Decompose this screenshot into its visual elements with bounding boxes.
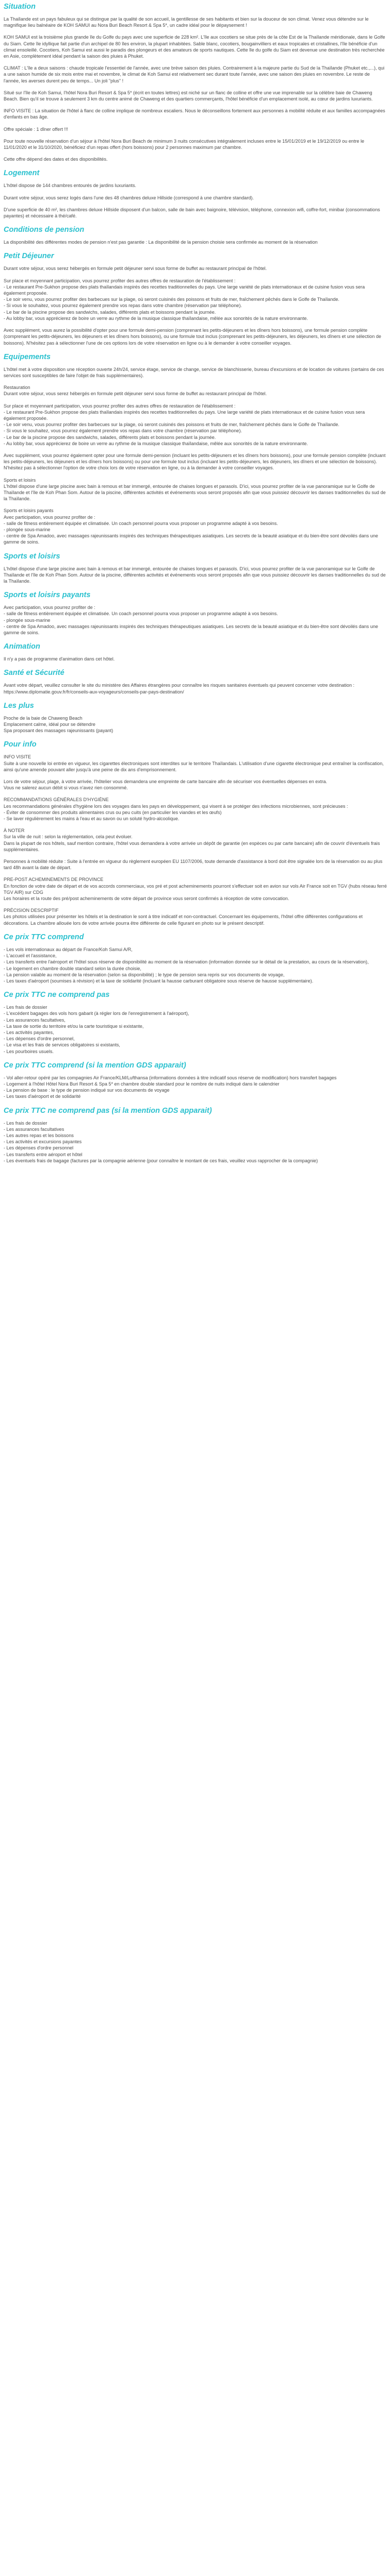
section [4, 668, 387, 694]
section-title: Logement [4, 169, 40, 178]
section [4, 740, 387, 926]
section-paragraph: La Thaïlande est un pays fabuleux qui se distingue par la qualité de son accueil, la gentillesse de ses habitants et bien sur la douceur de son climat. Venez vous détendre sur le magnifique lieu balnéaire de KOH SAMUI au Nora Buri Beach Resort & Spa 5*, un cadre idéal pour le dépaysement ! [4, 16, 369, 28]
section-paragraph: La disponibilité des différentes modes de pension n'est pas garantie : La disponibilité de la pension choisie sera confirmée au moment de la réservation [4, 240, 318, 245]
section-title: Situation [4, 3, 36, 11]
section-paragraph: Sur place et moyennant participation, vous pourrez profiter des autres offres de restauration de l'établissement : - Le restaurant Pre-Sukhon propose des plats thaïlandais inspirés des recettes traditionnelles du pays. Une large variété de plats internationaux et de cuisine fusion vous sera également proposée. - Le soir venu, vous pourrez profiter des barbecues sur la plage, où seront cuisinés des poissons et fruits de mer, fraîchement pêchés dans le Golfe de Thaïlande. - Si vous le souhaitez, vous pourrez également prendre vos repas dans votre chambre (réservation par téléphone). - Le bar de la piscine propose des sandwichs, salades, différents plats et boissons pendant la journée. - Au lobby bar, vous apprécierez de boire un verre au rythme de la musique classique thaïlandaise, mêlée aux sonorités de la nature environnante. [4, 403, 365, 446]
section-title: Sports et loisirs [4, 552, 60, 561]
section [4, 933, 387, 984]
section-paragraph: Sports et loisirs L'hôtel dispose d'une large piscine avec bain à remous et bar immergé, entourée de chaises longues et parasols. D'ici, vous pourrez profiter de la vue panoramique sur le Golfe de Thaïlande et l'île de Koh Phan Som. Autour de la piscine, différentes activités et événements vous seront proposés afin que vous puissiez découvrir les danses traditionnelles du sud de la Thaïlande. [4, 477, 386, 502]
section-title: Santé et Sécurité [4, 669, 64, 677]
section-paragraph: Personnes à mobilité réduite : Suite à l'entrée en vigueur du règlement européen EU 1107/2006, toute demande d'assistance à bord doit être signalée lors de la réservation ou au plus tard 48h avant la date de départ. [4, 859, 383, 871]
section [4, 2, 387, 162]
section-paragraph: Proche de la baie de Chaweng Beach Emplacement calme, idéal pour se détendre Spa proposant des massages rajeunissants (payant) [4, 715, 113, 734]
section-paragraph: - Vol aller-retour opéré par les compagnies Air France/KLM/Lufthansa (informations données à titre indicatif sous réserve de modification) hors transfert bagages - Logement à l'hôtel Hôtel Nora Buri Resort & Spa 5* en chambre double standard pour le nombre de nuits indiqué dans le calendrier - La pension de base : le type de pension indiqué sur vos documents de voyage - Les taxes d'aéroport et de solidarité [4, 1075, 337, 1099]
section-paragraph: - Les vols internationaux au départ de France/Koh Samui A/R, - L'accueil et l'assistance, - Les transferts entre l'aéroport et l'hôtel sous réserve de disponibilité au moment de la réservation (information donnée sur le détail de la prestation, au cours de la réservation), - Le logement en chambre double standard selon la durée choisie, - La pension valable au moment de la réservation (selon sa disponibilité) ; le type de pension sera repris sur vos documents de voyage, - Les taxes d'aéroport (soumises à révision) et la taxe de solidarité (incluant la hausse carburant obligatoire sous réserve de hausse supplémentaire). [4, 946, 369, 984]
section [4, 642, 387, 662]
section-paragraph: À NOTER Sur la ville de nuit : selon la réglementation, cela peut évoluer. Dans la plupart de nos hôtels, sauf mention contraire, l'hôtel vous demandera à votre arrivée un dépôt de garantie (en espèces ou par carte bancaire) afin de couvrir d'éventuels frais supplémentaires. [4, 828, 380, 852]
section-paragraph: CLIMAT : L'île a deux saisons : chaude tropicale l'essentiel de l'année, avec une brève saison des pluies. Contrairement à la majeure partie du Sud de la Thaïlande (Phuket etc.,...), qui a une saison humide de six mois entre mai et novembre, le climat de Koh Samui est relativement sec durant toute l'année, avec une saison des pluies en novembre. Le reste de l'année, les averses durent peu de temps... Un joli "plus" ! [4, 65, 385, 83]
section-title: Animation [4, 642, 40, 651]
section-paragraph: Durant votre séjour, vous serez hébergés en formule petit déjeuner servi sous forme de buffet au restaurant principal de l'hôtel. [4, 266, 267, 272]
section-paragraph: Avec supplément, vous pourrez également opter pour une formule demi-pension (incluant les petits-déjeuners et les dîners hors boissons), pour une formule pension complète (incluant les petits-déjeuners, les déjeuners et les dîners hors boissons) ou pour une formule tout inclus (incluant les petits-déjeuners, les déjeuners, les dîners et une sélection de boissons). N'hésitez pas à sélectionner l'option de votre choix lors de votre réservation en ligne, ou à la demander à votre conseiller voyages. [4, 452, 386, 471]
section [4, 1106, 387, 1164]
section [4, 552, 387, 585]
section-paragraph: Sports et loisirs payants Avec participation, vous pourrez profiter de : - salle de fitness entièrement équipée et climatisée. Un coach personnel pourra vous proposer un programme adapté à vos besoins. - plongée sous-marine - centre de Spa Amadoo, avec massages rajeunissants inspirés des techniques thérapeutiques asiatiques. Les secrets de la beauté asiatique et du bien-être sont dévoilés dans une gamme de soins. [4, 508, 378, 545]
section-paragraph: Sur place et moyennant participation, vous pourrez profiter des autres offres de restauration de l'établissement : - Le restaurant Pre-Sukhon propose des plats thaïlandais inspirés des recettes traditionnelles du pays. Une large variété de plats internationaux et de cuisine fusion vous sera également proposée. - Le soir venu, vous pourrez profiter des barbecues sur la plage, où seront cuisinés des poissons et fruits de mer, fraîchement pêchés dans le Golfe de Thaïlande. - Si vous le souhaitez, vous pourrez également prendre vos repas dans votre chambre (réservation par téléphone). - Le bar de la piscine propose des sandwichs, salades, différents plats et boissons pendant la journée. - Au lobby bar, vous apprécierez de boire un verre au rythme de la musique classique thaïlandaise, mêlée aux sonorités de la nature environnante. [4, 278, 365, 321]
section-paragraph: Avec participation, vous pourrez profiter de : - salle de fitness entièrement équipée et climatisée. Un coach personnel pourra vous proposer un programme adapté à vos besoins. - plongée sous-marine - centre de Spa Amadoo, avec massages rajeunissants inspirés des techniques thérapeutiques asiatiques. Les secrets de la beauté asiatique et du bien-être sont dévoilés dans une gamme de soins. [4, 605, 378, 635]
section-paragraph: Offre spéciale : 1 dîner offert !!! [4, 126, 69, 132]
section-title: Petit Déjeuner [4, 252, 54, 261]
section [4, 168, 387, 219]
section-paragraph: L'hôtel dispose de 144 chambres entourés de jardins luxuriants. [4, 183, 137, 189]
section [4, 251, 387, 346]
section-title: Equipements [4, 352, 51, 361]
section-title: Ce prix TTC comprend [4, 933, 84, 941]
section-paragraph: PRE-POST ACHEMINEMENTS DE PROVINCE En fonction de votre date de départ et de vos accords commerciaux, vos pré et post acheminements pourront s'effectuer soit en avion sur vols Air France soit en TGV (hubs réseau ferré TGV AIR) sur CDG Les horaires et la route des pré/post acheminements de votre départ de province vous seront confirmés à réception de votre convocation. [4, 877, 387, 902]
section-title: Sports et loisirs payants [4, 591, 91, 600]
section [4, 225, 387, 245]
section-paragraph: RECOMMANDATIONS GÉNÉRALES D'HYGIÈNE Les recommandations générales d'hygiène lors des voyages dans les pays en développement, qui visent à se protéger des infections microbiennes, sont précieuses : - Éviter de consommer des produits alimentaires crus ou peu cuits (en particulier les viandes et les œufs) - Se laver régulièrement les mains à l'eau et au savon ou un soluté hydro-alcoolique. [4, 797, 348, 822]
section-title: Ce prix TTC ne comprend pas (si la mention GDS apparait) [4, 1106, 212, 1115]
section-title: Ce prix TTC comprend (si la mention GDS apparait) [4, 1061, 186, 1070]
section-paragraph: Restauration Durant votre séjour, vous serez hébergés en formule petit déjeuner servi sous forme de buffet au restaurant principal de l'hôtel. [4, 385, 267, 397]
section-paragraph: INFO VISITE : La situation de l'hôtel à flanc de colline implique de nombreux escaliers. Nous le déconseillons fortement aux personnes à mobilité réduite et aux familles accompagnées d'enfants en bas âge. [4, 108, 385, 120]
section-paragraph: Cette offre dépend des dates et des disponibilités. [4, 157, 108, 162]
section-paragraph: Avant votre départ, veuillez consulter le site du ministère des Affaires étrangères pour connaître les risques sanitaires éventuels qui peuvent concerner votre destination : https://www.diplomatie.gouv.fr/fr/conseils-aux-voyageurs/conseils-par-pays-destination/ [4, 683, 355, 694]
section-paragraph: L'hôtel met à votre disposition une réception ouverte 24h/24, service étage, service de change, service de blanchisserie, bureau d'excursions et de location de voitures (certains de ces services sont susceptibles de faire l'objet de frais supplémentaires). [4, 366, 384, 378]
section-paragraph: - Les frais de dossier - Les assurances facultatives - Les autres repas et les boissons - Les activités et excursions payantes - Les dépenses d'ordre personnel - Les transferts entre aéroport et hôtel - Les éventuels frais de bagage (factures par la compagnie aérienne (pour connaître le montant de ces frais, veuillez vous rapprocher de la compagnie) [4, 1120, 318, 1163]
section-title: Conditions de pension [4, 226, 85, 234]
section-title: Les plus [4, 701, 34, 710]
section-paragraph: Avec supplément, vous aurez la possibilité d'opter pour une formule demi-pension (comprenant les petits-déjeuners et les dîners hors boissons), une formule pension complète (comprenant les petits-déjeuners, les déjeuners et les dîners hors boissons), ou une formule tout inclus (comprenant les petits-déjeuners, les déjeuners, les dîners et une sélection de boissons). N'hésitez pas à sélectionner l'une de ces options lors de votre réservation en ligne ou à le demander à votre conseiller voyages. [4, 328, 381, 346]
section-paragraph: Pour toute nouvelle réservation d'un séjour à l'hôtel Nora Buri Beach de minimum 3 nuits consécutives intégralement incluses entre le 15/01/2019 et le 19/12/2019 ou entre le 11/01/2020 et le 31/10/2020, bénéficiez d'un repas offert (hors boissons) pour 2 personnes maximum par chambre. [4, 138, 365, 150]
section-paragraph: - Les frais de dossier - L'excédent bagages des vols hors gabarit (à régler lors de l'enregistrement à l'aéroport), - Les assurances facultatives, - La taxe de sortie du territoire et/ou la carte touristique si existante, - Les activités payantes, - Les dépenses d'ordre personnel, - Le visa et les frais de services obligatoires si existants, - Les pourboires usuels. [4, 1005, 189, 1054]
section-title: Ce prix TTC ne comprend pas [4, 991, 110, 999]
section-paragraph: Situé sur l'île de Koh Samui, l'hôtel Nora Buri Resort & Spa 5* (écrit en toutes lettres) est niché sur un flanc de colline et offre une vue imprenable sur la célèbre baie de Chaweng Beach. Bien qu'il se trouve à seulement 3 km du centre animé de Chaweng et des quartiers commerçants, l'hôtel bénéficie d'un emplacement isolé, au cœur de jardins luxuriants. [4, 90, 373, 102]
section-paragraph: INFO VISITE Suite à une nouvelle loi entrée en vigueur, les cigarettes électroniques sont interdites sur le territoire Thaïlandais. L'utilisation d'une cigarette électronique peut entraîner la confiscation, ainsi qu'une amende pouvant aller jusqu'à une peine de dix ans d'emprisonnement. [4, 754, 384, 772]
section [4, 590, 387, 636]
section-paragraph: Durant votre séjour, vous serez logés dans l'une des 48 chambres deluxe Hillside (correspond à une chambre standard). [4, 195, 254, 200]
section-title: Pour info [4, 740, 37, 749]
section-paragraph: Lors de votre séjour, plage, à votre arrivée, l'hôtelier vous demandera une empreinte de carte bancaire afin de sécuriser vos éventuelles dépenses en extra. Vous ne salerez aucun débit si vous n'avez rien consommé. [4, 779, 328, 791]
section-paragraph: PRÉCISION DESCRIPTIF Les photos utilisées pour présenter les hôtels et la destination le sont à titre indicatif et non-contractuel. Concernant les équipements, l'hôtel offre différentes configurations et décorations. La chambre allouée lors de votre arrivée pourra être différente de celle figurant en photo sur le présent descriptif. [4, 908, 363, 926]
section [4, 990, 387, 1055]
section [4, 352, 387, 546]
section [4, 701, 387, 734]
section [4, 1061, 387, 1100]
section-paragraph: Il n'y a pas de programme d'animation dans cet hôtel. [4, 656, 115, 662]
section-paragraph: L'hôtel dispose d'une large piscine avec bain à remous et bar immergé, entourée de chaises longues et parasols. D'ici, vous pourrez profiter de la vue panoramique sur le Golfe de Thaïlande et l'île de Koh Phan Som. Autour de la piscine, différentes activités et événements vous seront proposés afin que vous puissiez découvrir les danses traditionnelles du sud de la Thaïlande. [4, 566, 386, 584]
section-paragraph: KOH SAMUI est la troisième plus grande île du Golfe du pays avec une superficie de 228 km². L'île aux cocotiers se situe près de la côte Est de la Thaïlande méridionale, dans le Golfe du Siam. Cette île idyllique fait partie d'un archipel de 80 îles environ, la plupart inhabitées. Sable blanc, cocotiers, bougainvilliers et eaux tropicales et cristallines, l'île bénéficie d'un climat ensoleillé. Cocotiers, Koh Samui est aussi le paradis des plongeurs et des amateurs de sports nautiques. Cette île du golfe du Siam est devenue une destination très recherchée en Asie, complètement idéal pendant la saison des pluies à Phuket. [4, 35, 385, 59]
section-paragraph: D'une superficie de 40 m², les chambres deluxe Hillside disposent d'un balcon, salle de bain avec baignoire, télévision, téléphone, connexion wifi, coffre-fort, minibar (consommations payantes) et nécessaire à thé/café. [4, 207, 380, 219]
